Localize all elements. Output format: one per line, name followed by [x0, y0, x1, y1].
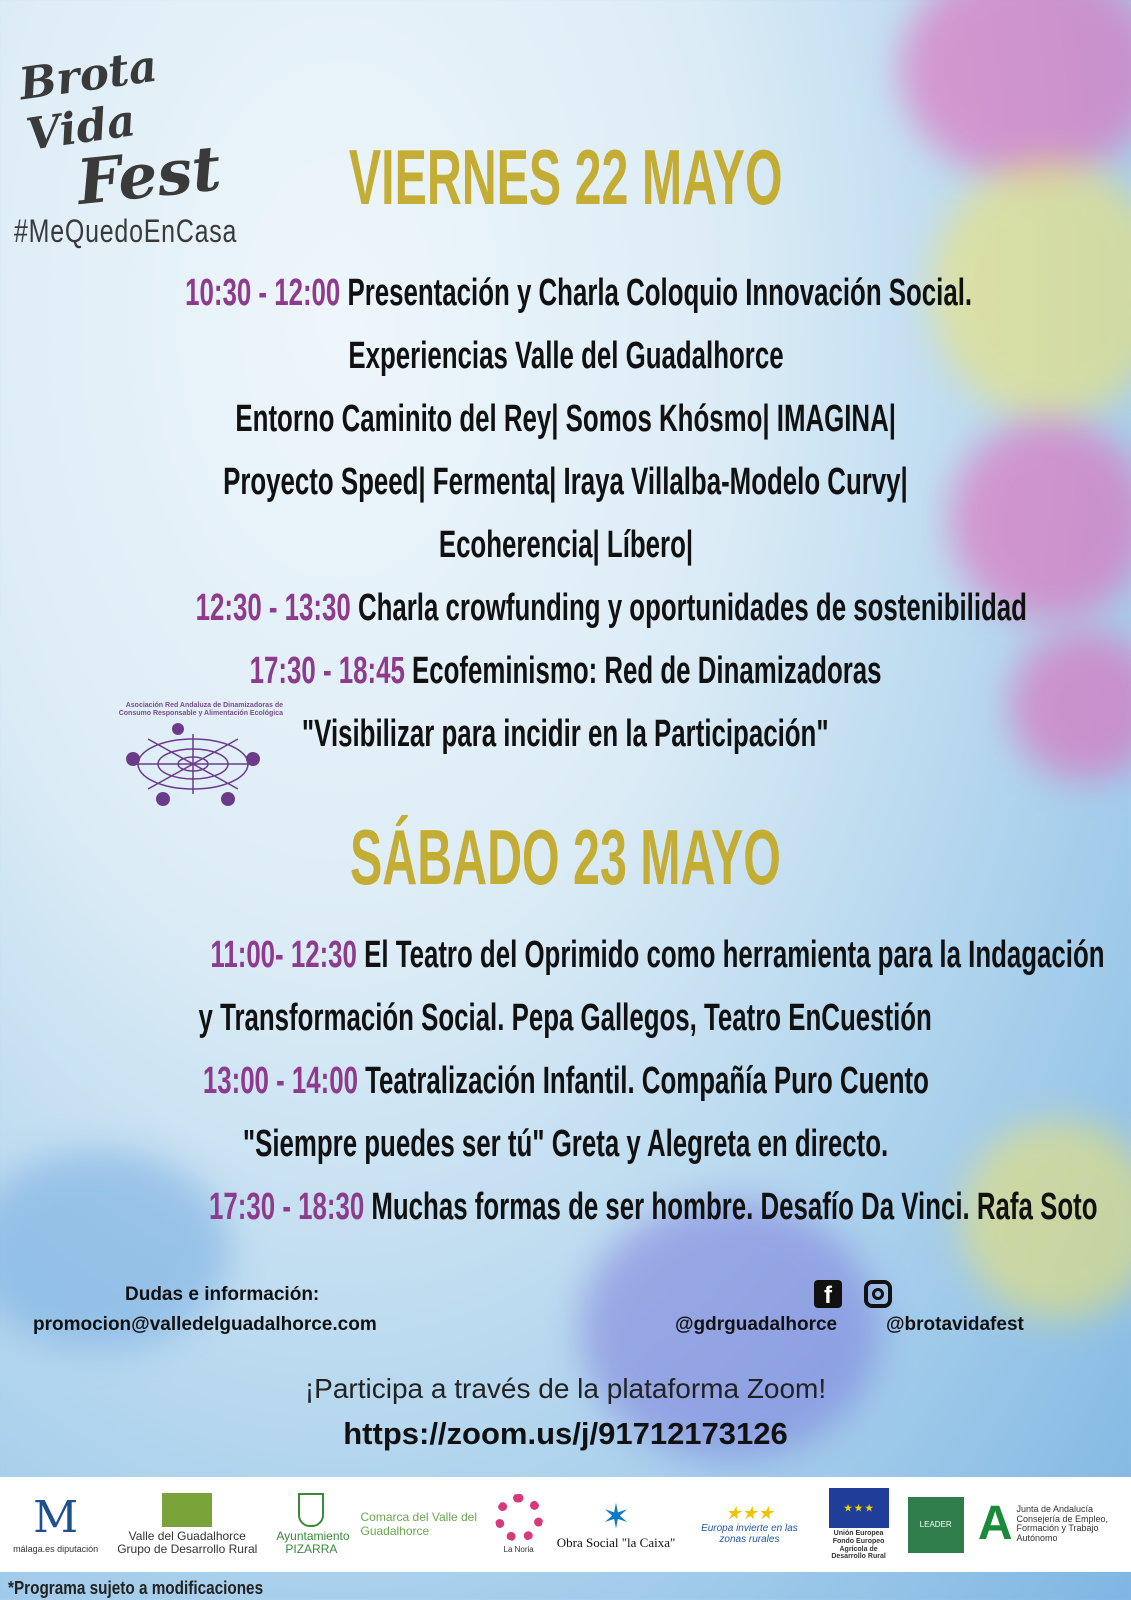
schedule-text: Proyecto Speed| Fermenta| Iraya Villalba-Modelo Curvy| — [223, 461, 908, 503]
logo-line1: Brota Vida — [16, 40, 161, 161]
day1-title: VIERNES 22 MAYO — [348, 133, 783, 221]
schedule-line — [0, 461, 1131, 504]
schedule-text: Ecoherencia| Líbero| — [438, 524, 693, 566]
instagram-handle[interactable]: @brotavidafest — [886, 1314, 1024, 1335]
spider-web-icon — [118, 719, 268, 809]
day2-title: SÁBADO 23 MAYO — [350, 813, 781, 901]
logo-line2: Fest — [73, 131, 225, 219]
schedule-line — [0, 398, 1131, 441]
schedule-line — [0, 997, 1131, 1040]
association-logo: Asociación Red Andaluza de Dinamizadoras de Consumo Responsable y Alimentación Ecológica — [118, 702, 283, 822]
schedule-text: Muchas formas de ser hombre. Desafío Da Vinci. Rafa Soto — [364, 1186, 1098, 1228]
facebook-handle[interactable]: @gdrguadalhorce — [675, 1314, 838, 1335]
schedule-time: 12:30 - 13:30 — [195, 587, 351, 629]
schedule-text: Experiencias Valle del Guadalhorce — [347, 335, 784, 377]
zoom-invite: ¡Participa a través de la plataforma Zoom! — [304, 1373, 827, 1404]
sponsor-logos — [0, 1477, 1131, 1572]
schedule-line — [0, 1060, 1131, 1103]
sponsor-pizarra: Ayuntamiento PIZARRA — [276, 1493, 346, 1556]
sponsor-la-caixa: ✶ Obra Social "la Caixa" — [556, 1498, 676, 1551]
schedule-line — [0, 335, 1131, 378]
contact-label: Dudas e información: — [125, 1284, 320, 1305]
sponsor-leader: LEADER — [908, 1497, 964, 1553]
schedule-line — [0, 587, 1131, 630]
instagram-icon[interactable] — [864, 1280, 892, 1308]
schedule-text: Teatralización Infantil. Compañía Puro Cuento — [357, 1060, 929, 1102]
zoom-link[interactable]: https://zoom.us/j/91712173126 — [343, 1416, 788, 1451]
sponsor-junta-andalucia: A Junta de Andalucía Consejería de Empleo, Formación y Trabajo Autónomo — [977, 1497, 1109, 1551]
facebook-icon[interactable]: f — [814, 1280, 842, 1308]
sponsor-malaga: M málaga.es diputación — [13, 1491, 99, 1555]
schedule-time: 11:00- 12:30 — [210, 934, 357, 976]
sponsor-europa-rural: ★★★ Europa invierte en las zonas rurales — [701, 1502, 798, 1546]
schedule-text: Presentación y Charla Coloquio Innovación Social. — [340, 272, 973, 314]
schedule-text: Charla crowfunding y oportunidades de sostenibilidad — [350, 587, 1027, 629]
sponsor-union-europea: ★ ★ ★ Unión Europea Fondo Europeo Agrícola de Desarrollo Rural — [824, 1488, 894, 1561]
schedule-time: 17:30 - 18:45 — [249, 650, 405, 692]
schedule-time: 17:30 - 18:30 — [209, 1186, 365, 1228]
schedule-line — [0, 272, 1131, 315]
schedule-line — [0, 934, 1131, 977]
schedule-line — [0, 524, 1131, 567]
schedule-line — [0, 1186, 1131, 1229]
schedule-text: El Teatro del Oprimido como herramienta para la Indagación — [356, 934, 1105, 976]
schedule-line — [0, 1123, 1131, 1166]
schedule-text: y Transformación Social. Pepa Gallegos, Teatro EnCuestión — [198, 997, 933, 1039]
contact-email[interactable]: promocion@valledelguadalhorce.com — [33, 1314, 377, 1335]
footer-note: *Programa sujeto a modificaciones — [8, 1578, 264, 1598]
schedule-text: Ecofeminismo: Red de Dinamizadoras — [404, 650, 882, 692]
schedule-time: 10:30 - 12:00 — [185, 272, 341, 314]
schedule-line — [0, 650, 1131, 693]
schedule-text: Entorno Caminito del Rey| Somos Khósmo| IMAGINA| — [235, 398, 896, 440]
sponsor-noria: La Noria — [495, 1494, 543, 1555]
sponsor-valle: Valle del Guadalhorce Grupo de Desarrollo Rural — [112, 1493, 262, 1556]
hashtag: #MeQuedoEnCasa — [14, 213, 238, 249]
schedule-text: "Siempre puedes ser tú" Greta y Alegreta en directo. — [242, 1123, 889, 1165]
schedule-text: "Visibilizar para incidir en la Participación" — [302, 713, 829, 755]
schedule-time: 13:00 - 14:00 — [202, 1060, 358, 1102]
sponsor-comarca: Comarca del Valle del Guadalhorce — [360, 1510, 478, 1538]
